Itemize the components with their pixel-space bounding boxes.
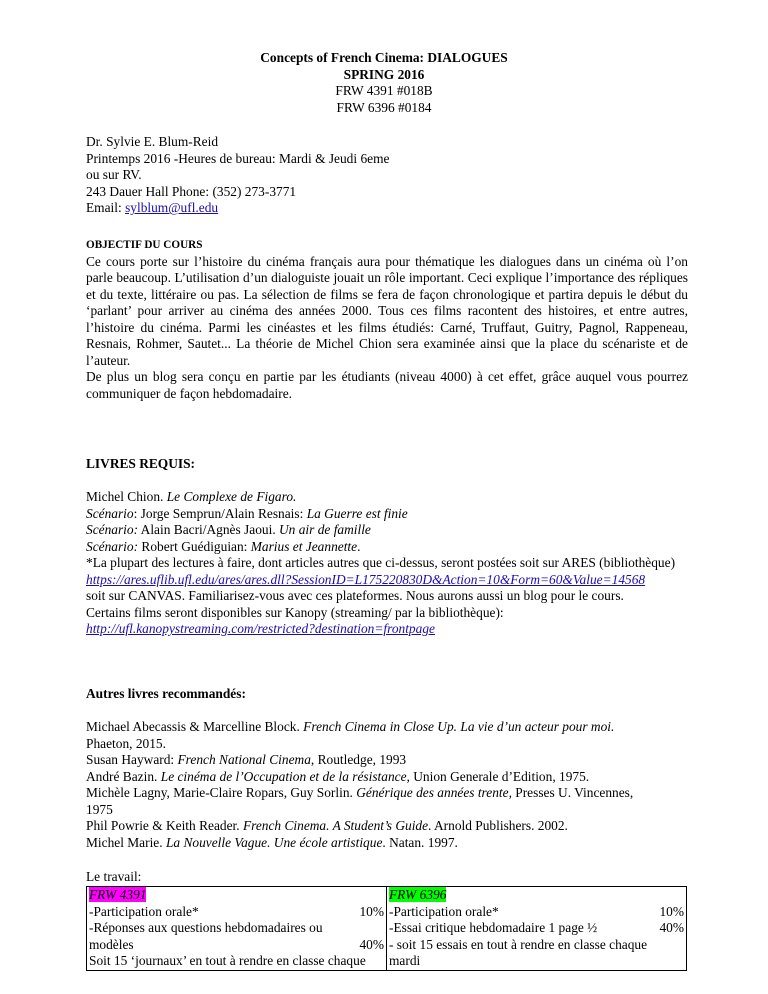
course-code-6396: FRW 6396 #0184 — [336, 99, 432, 115]
ares-link[interactable]: https://ares.uflib.ufl.edu/ares/ares.dll?SessionID=L175220830D&Action=10&Form=60&Value=14568 — [86, 571, 646, 587]
livres-heading: LIVRES REQUIS: — [86, 456, 196, 471]
canvas-note: soit sur CANVAS. Familiarisez-vous avec ces plateformes. Nous aurons aussi un blog pour le cours. — [86, 588, 624, 603]
rec-lagny: Michèle Lagny, Marie-Claire Ropars, Guy Sorlin. Générique des années trente, Presses U. Vincennes, — [86, 785, 634, 800]
grade-participation-6396: -Participation orale* 10% — [389, 903, 684, 919]
code-4391-badge: FRW 4391 — [89, 887, 147, 902]
objectif-heading: OBJECTIF DU COURS — [86, 239, 203, 251]
office-hours-cont: ou sur RV. — [86, 167, 142, 182]
book-bacri: Scénario: Alain Bacri/Agnès Jaoui. Un air de famille — [86, 522, 371, 537]
email-link[interactable]: sylblum@ufl.edu — [125, 200, 219, 215]
kanopy-note: Certains films seront disponibles sur Kanopy (streaming/ par la bibliothèque): — [86, 604, 504, 620]
email-line — [86, 200, 688, 217]
rec-bazin: André Bazin. Le cinéma de l’Occupation et de la résistance, Union Generale d’Edition, 1975. — [86, 768, 590, 784]
objectif-paragraph-2: De plus un blog sera conçu en partie par les étudiants (niveau 4000) à cet effet, grâce auquel vous pourrez communiquer de façon hebdomadaire. — [86, 369, 688, 401]
rec-lagny-year: 1975 — [86, 801, 113, 817]
book-guediguian: Scénario: Robert Guédiguian: Marius et Jeannette. — [86, 538, 361, 554]
grade-modeles-4391: modèles 40% — [89, 936, 384, 952]
grading-table — [86, 886, 687, 971]
grade-participation-4391: -Participation orale* 10% — [89, 903, 384, 919]
book-semprun: Scénario: Jorge Semprun/Alain Resnais: La Guerre est finie — [86, 505, 408, 521]
kanopy-link[interactable]: http://ufl.kanopystreaming.com/restricted?destination=frontpage — [86, 621, 435, 636]
book-chion: Michel Chion. Le Complexe de Figaro. — [86, 489, 297, 504]
document-header — [0, 50, 768, 116]
rec-abecassis-pub: Phaeton, 2015. — [86, 735, 166, 751]
ares-link-line — [86, 572, 688, 589]
office-phone: 243 Dauer Hall Phone: (352) 273-3771 — [86, 183, 297, 199]
recommended-section — [86, 686, 688, 851]
grade-responses-4391: -Réponses aux questions hebdomadaires ou — [89, 920, 323, 935]
email-label: Email: — [86, 200, 126, 215]
instructor-info — [86, 134, 688, 217]
livres-requis-section — [86, 456, 688, 638]
grade-journaux-4391: Soit 15 ‘journaux’ en tout à rendre en classe chaque — [89, 953, 366, 968]
grade-essai-6396: -Essai critique hebdomadaire 1 page ½ 40% — [389, 920, 684, 935]
rec-hayward: Susan Hayward: French National Cinema, Routledge, 1993 — [86, 752, 407, 767]
instructor-name: Dr. Sylvie E. Blum-Reid — [86, 134, 219, 149]
grading-col-6396 — [387, 887, 687, 971]
kanopy-link-line — [86, 621, 688, 638]
rec-powrie: Phil Powrie & Keith Reader. French Cinema. A Student’s Guide. Arnold Publishers. 2002. — [86, 818, 568, 833]
recommended-heading: Autres livres recommandés: — [86, 686, 246, 701]
grade-essais-count-6396: - soit 15 essais en tout à rendre en classe chaque — [389, 936, 648, 952]
objectif-section — [86, 237, 688, 402]
office-hours: Printemps 2016 -Heures de bureau: Mardi & Jeudi 6eme — [86, 150, 390, 166]
course-title: Concepts of French Cinema: DIALOGUES — [260, 50, 508, 65]
grade-mardi-6396: mardi — [389, 953, 421, 968]
course-term: SPRING 2016 — [343, 66, 425, 82]
readings-note: *La plupart des lectures à faire, dont articles autres que ci-dessus, seront postées soit sur ARES (bibliothèque) — [86, 555, 676, 570]
code-6396-badge: FRW 6396 — [389, 887, 447, 902]
objectif-paragraph-1: Ce cours porte sur l’histoire du cinéma français aura pour thématique les dialogues dans un cinéma où l’on parle beaucoup. L’utilisation d’un dialoguiste jouait un rôle important. Ceci explique l’importance des répliques et du texte, littéraire ou pas. La sélection de films se fera de façon chronologique et partira depuis le début du ‘parlant’ pour arriver au cinéma des années 2000. Tous ces films racontent des histoires, et entre autres, l’histoire du cinéma. Parmi les cinéastes et les films étudiés: Carné, Truffaut, Guitry, Pagnol, Rappeneau, Resnais, Rohmer, Sautet... La théorie de Michel Chion sera examinée ainsi que la place du scénariste et de l’auteur. — [86, 253, 688, 368]
grading-col-4391 — [87, 887, 387, 971]
course-code-4391: FRW 4391 #018B — [335, 83, 433, 98]
travail-label: Le travail: — [86, 869, 142, 884]
rec-marie: Michel Marie. La Nouvelle Vague. Une école artistique. Natan. 1997. — [86, 834, 458, 850]
rec-abecassis: Michael Abecassis & Marcelline Block. French Cinema in Close Up. La vie d’un acteur pour moi. — [86, 719, 615, 734]
